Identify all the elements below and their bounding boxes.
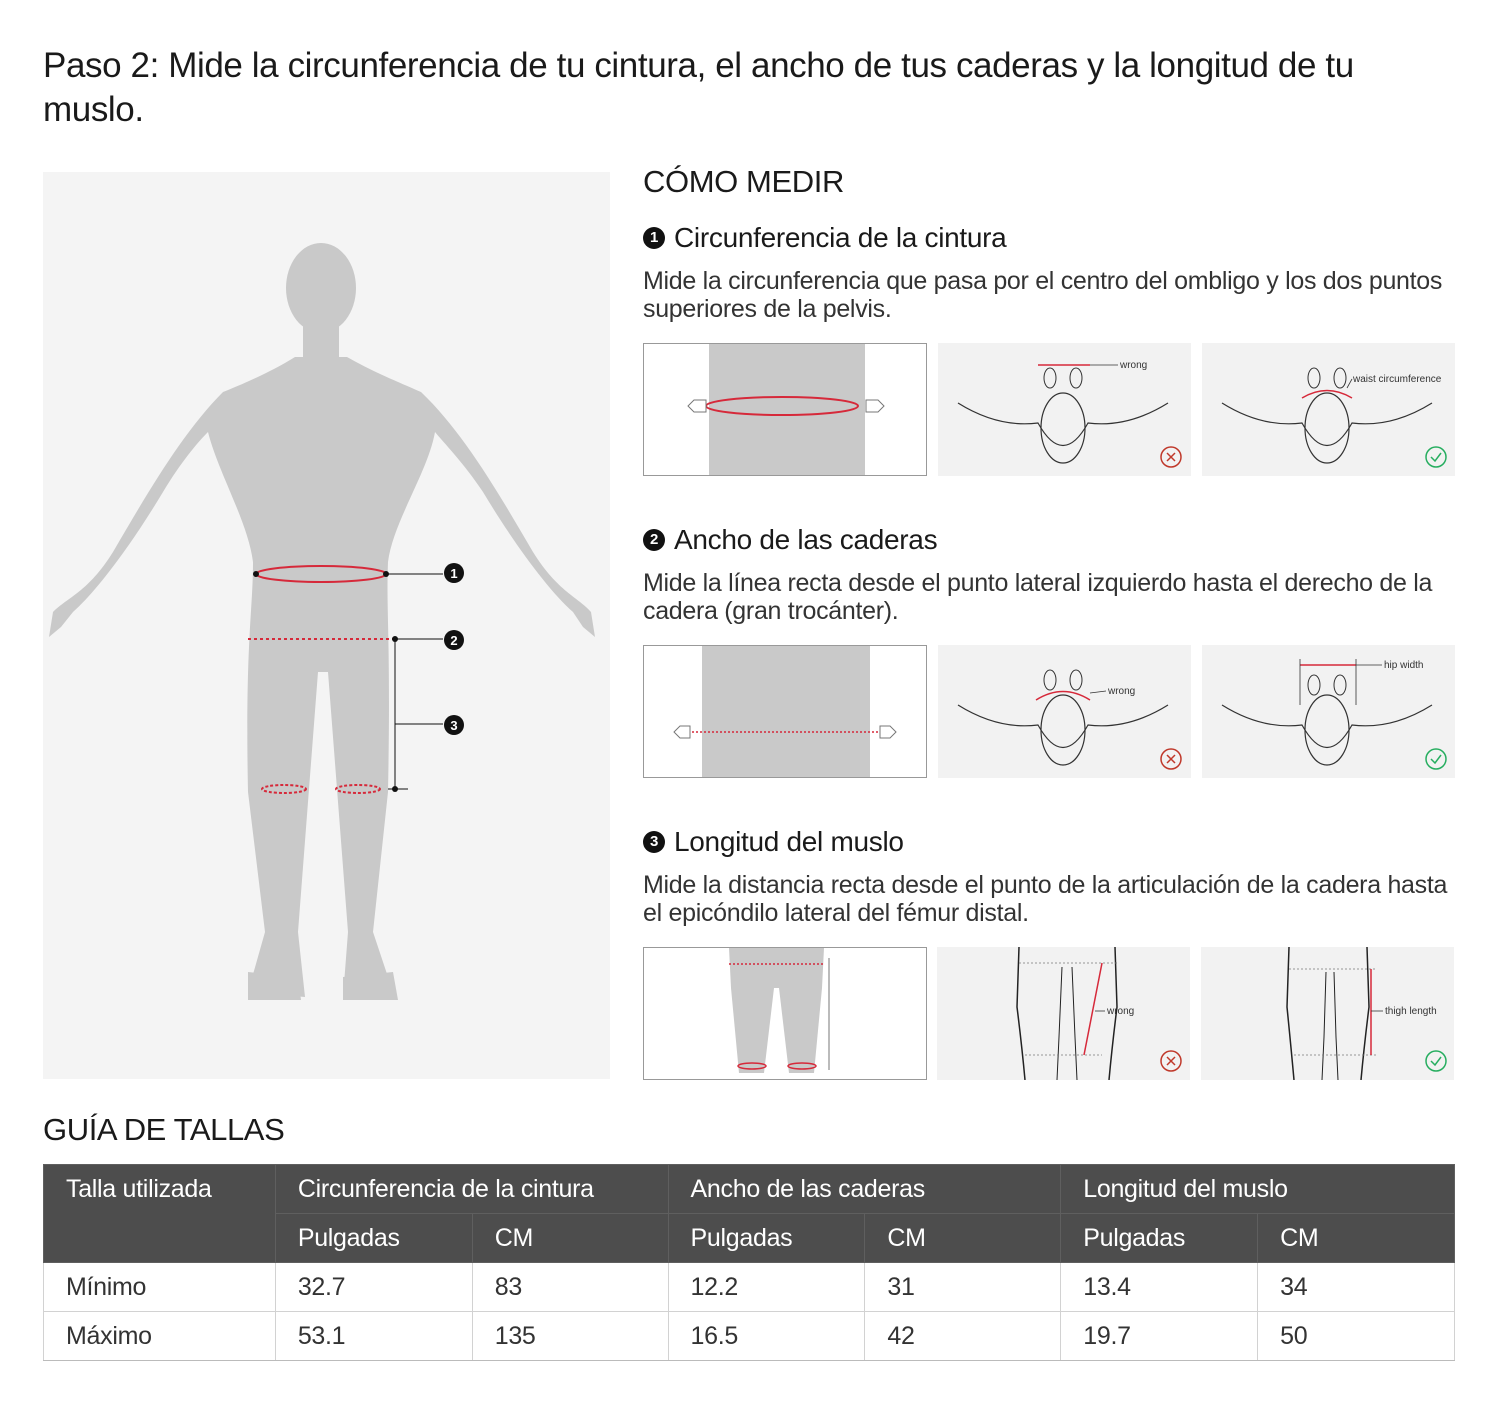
body-silhouette-illustration [43, 172, 610, 1079]
how-to-measure-title: CÓMO MEDIR [643, 164, 844, 199]
step-2-description: Mide la línea recta desde el punto lateral izquierdo hasta el derecho de la cadera (gran trocánter). [643, 569, 1433, 625]
step-3-right-label: thigh length [1385, 1006, 1437, 1017]
body-figure-panel [43, 172, 610, 1079]
step-3-title: Longitud del muslo [674, 826, 904, 857]
step-1-title-row [643, 222, 1006, 254]
step-1-right-label: waist circumference [1353, 374, 1442, 385]
step-1-number-badge: 1 [643, 227, 665, 249]
table-row-header: Talla utilizada [44, 1165, 276, 1263]
size-guide-table [43, 1164, 1455, 1361]
marker-2-label: 2 [450, 633, 458, 648]
table-cell: 19.7 [1061, 1312, 1258, 1361]
size-guide-title: GUÍA DE TALLAS [43, 1112, 285, 1147]
step-2-title-row [643, 524, 937, 556]
step-3-right-thumbnail [1201, 947, 1454, 1080]
step-1-wrong-label: wrong [1120, 360, 1148, 371]
page-title: Paso 2: Mide la circunferencia de tu cintura, el ancho de tus caderas y la longitud de tu muslo. [43, 46, 1354, 129]
step-2-number-badge: 2 [643, 529, 665, 551]
step-3-wrong-thumbnail [937, 947, 1190, 1080]
table-unit-cell: CM [865, 1214, 1061, 1263]
step-1-description: Mide la circunferencia que pasa por el centro del ombligo y los dos puntos superiores de la pelvis. [643, 267, 1443, 323]
table-unit-cell: Pulgadas [668, 1214, 865, 1263]
step-3-wrong-label: wrong [1107, 1006, 1135, 1017]
table-cell: 34 [1258, 1263, 1455, 1312]
table-unit-cell: Pulgadas [1061, 1214, 1258, 1263]
check-circle-icon [1426, 1051, 1446, 1071]
table-unit-cell: CM [472, 1214, 668, 1263]
table-row-label: Máximo [44, 1312, 276, 1361]
silhouette-body [49, 357, 595, 997]
step-1-right-thumbnail [1202, 343, 1455, 476]
table-cell: 83 [472, 1263, 668, 1312]
table-cell: 16.5 [668, 1312, 865, 1361]
table-unit-cell: Pulgadas [275, 1214, 472, 1263]
step-2-wrong-label: wrong [1108, 686, 1136, 697]
table-cell: 31 [865, 1263, 1061, 1312]
step-2-right-label: hip width [1384, 660, 1424, 671]
step-3-description: Mide la distancia recta desde el punto de la articulación de la cadera hasta el epicóndilo lateral del fémur distal. [643, 871, 1448, 927]
table-cell: 50 [1258, 1312, 1455, 1361]
table-cell: 12.2 [668, 1263, 865, 1312]
table-cell: 135 [472, 1312, 668, 1361]
marker-1-label: 1 [450, 566, 458, 581]
table-cell: 32.7 [275, 1263, 472, 1312]
table-row [44, 1312, 1455, 1361]
marker-3-label: 3 [450, 718, 458, 733]
check-circle-icon [1426, 447, 1446, 467]
step-3-number-badge: 3 [643, 831, 665, 853]
table-row [44, 1263, 1455, 1312]
table-group-waist: Circunferencia de la cintura [275, 1165, 668, 1214]
check-circle-icon [1426, 749, 1446, 769]
step-3-body-thumbnail [643, 947, 927, 1080]
step-1-wrong-thumbnail [938, 343, 1191, 476]
table-row-label: Mínimo [44, 1263, 276, 1312]
table-unit-cell: CM [1258, 1214, 1455, 1263]
step-1-title: Circunferencia de la cintura [674, 222, 1007, 253]
step-2-body-thumbnail [643, 645, 927, 778]
silhouette-head [286, 243, 356, 333]
table-cell: 42 [865, 1312, 1061, 1361]
step-1-body-thumbnail [643, 343, 927, 476]
table-header-row [44, 1165, 1455, 1214]
table-cell: 13.4 [1061, 1263, 1258, 1312]
step-2-title: Ancho de las caderas [674, 524, 938, 555]
step-3-title-row [643, 826, 904, 858]
step-2-wrong-thumbnail [938, 645, 1191, 778]
table-group-hip: Ancho de las caderas [668, 1165, 1061, 1214]
step-2-right-thumbnail [1202, 645, 1455, 778]
table-cell: 53.1 [275, 1312, 472, 1361]
table-group-thigh: Longitud del muslo [1061, 1165, 1455, 1214]
